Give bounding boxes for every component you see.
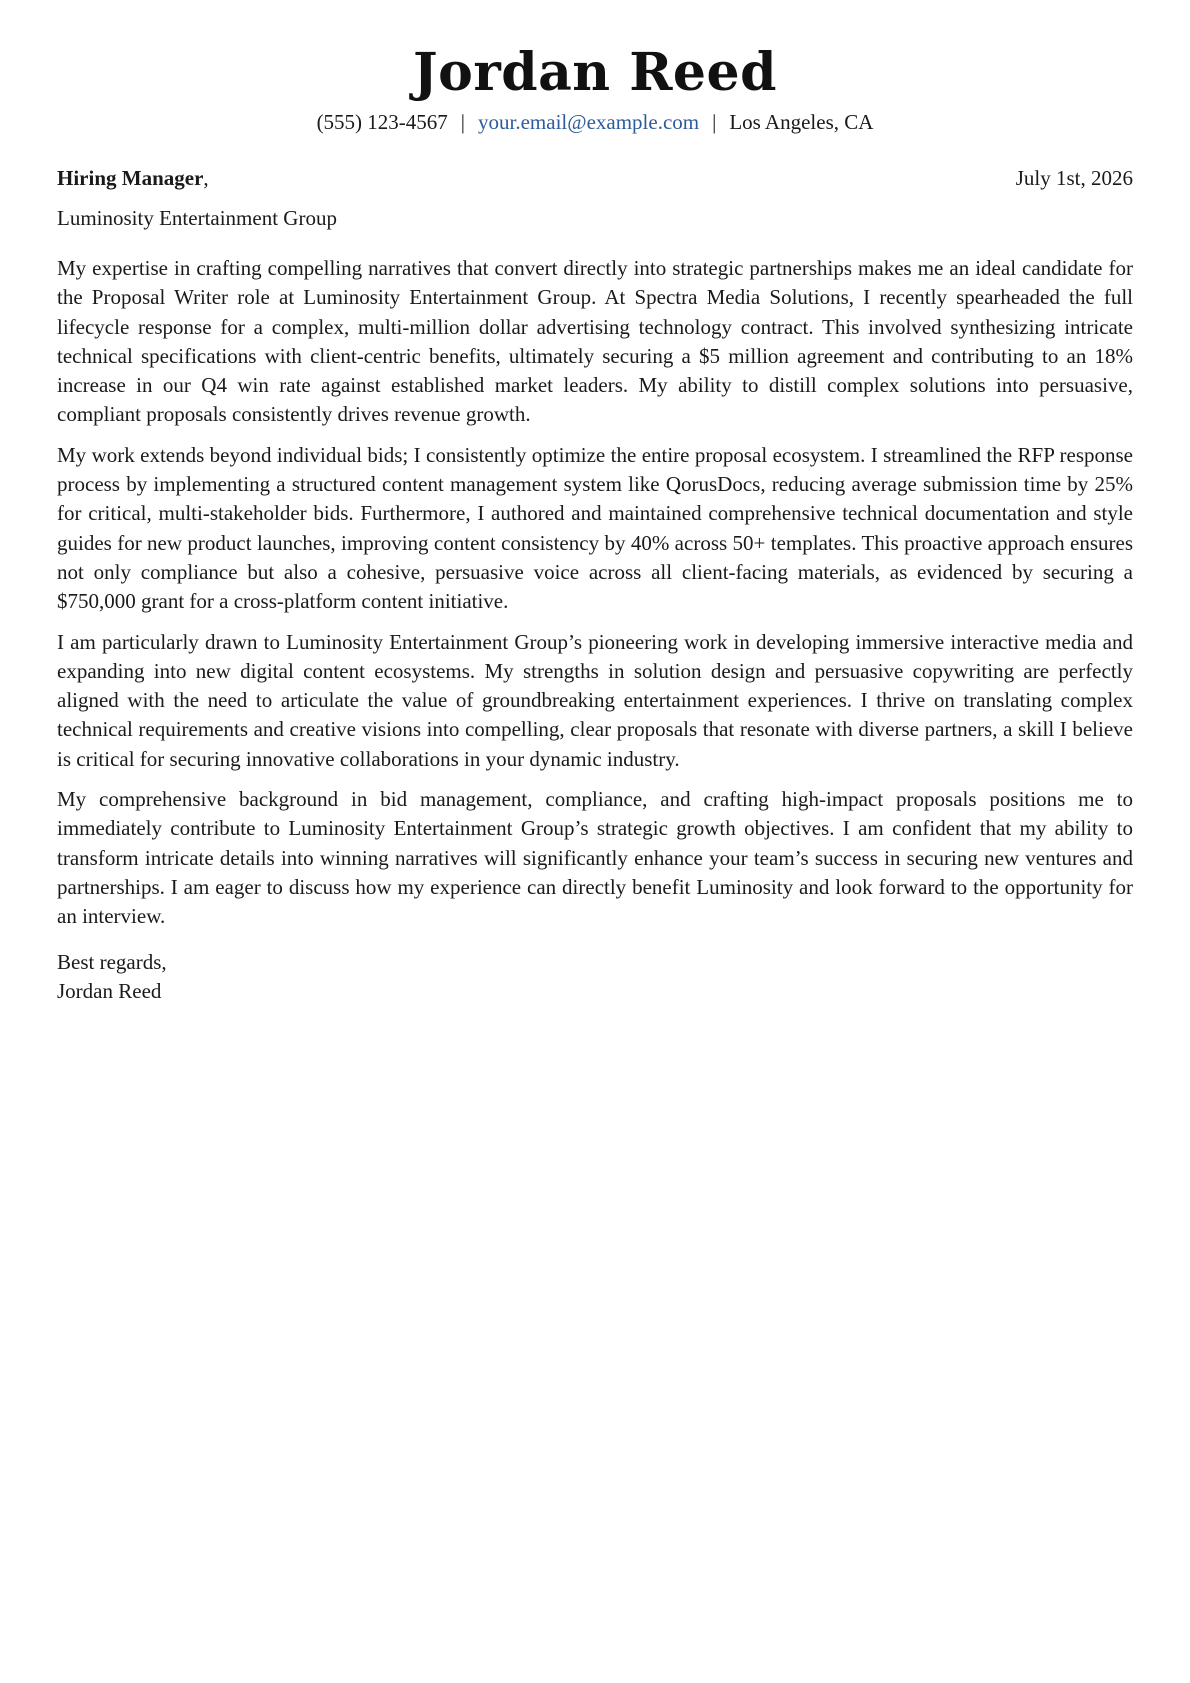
body-paragraph: My work extends beyond individual bids; I consistently optimize the entire proposal ecosystem. I streamlined the RFP response process by implementing a structured content management system like QorusDocs, reducing average submission time by 25% for critical, multi-stakeholder bids. Furthermore, I authored and maintained comprehensive technical documentation and style guides for new product launches, improving content consistency by 40% across 50+ templates. This proactive approach ensures not only compliance but also a cohesive, persuasive voice across all client-facing materials, as evidenced by securing a $750,000 grant for a cross-platform content initiative. — [57, 442, 1133, 614]
phone-number: (555) 123-4567 — [316, 110, 448, 134]
recipient-name: Hiring Manager — [57, 166, 204, 190]
location: Los Angeles, CA — [729, 110, 874, 134]
letter-body — [57, 254, 1133, 932]
contact-separator: | — [712, 110, 717, 134]
letter-closing — [57, 948, 1133, 1007]
recipient-line — [57, 164, 209, 192]
letter-header-row — [57, 164, 1133, 192]
signature-name: Jordan Reed — [57, 978, 162, 1003]
contact-line — [57, 108, 1133, 136]
letter-date: July 1st, 2026 — [1015, 166, 1133, 190]
body-paragraph: My comprehensive background in bid management, compliance, and crafting high-impact proposals positions me to immediately contribute to Luminosity Entertainment Group’s strategic growth objectives. I am confident that my ability to transform intricate details into winning narratives will significantly enhance your team’s success in securing new ventures and partnerships. I am eager to discuss how my experience can directly benefit Luminosity and look forward to the opportunity for an interview. — [57, 787, 1133, 929]
body-paragraph: I am particularly drawn to Luminosity Entertainment Group’s pioneering work in developing immersive interactive media and expanding into new digital content ecosystems. My strengths in solution design and persuasive copywriting are perfectly aligned with the need to articulate the value of groundbreaking entertainment experiences. I thrive on translating complex technical requirements and creative visions into compelling, clear proposals that resonate with diverse partners, a skill I believe is critical for securing innovative collaborations in your dynamic industry. — [57, 629, 1133, 771]
body-paragraph: My expertise in crafting compelling narratives that convert directly into strategic partnerships makes me an ideal candidate for the Proposal Writer role at Luminosity Entertainment Group. At Spectra Media Solutions, I recently spearheaded the full lifecycle response for a complex, multi-million dollar advertising technology contract. This involved synthesizing intricate technical specifications with client-centric benefits, ultimately securing a $5 million agreement and contributing to an 18% increase in our Q4 win rate against established market leaders. My ability to distill complex solutions into persuasive, compliant proposals consistently drives revenue growth. — [57, 256, 1133, 427]
email-link[interactable]: your.email@example.com — [478, 110, 700, 134]
contact-separator: | — [460, 110, 466, 134]
applicant-name: Jordan Reed — [413, 42, 777, 103]
recipient-suffix: , — [203, 166, 209, 190]
company-name: Luminosity Entertainment Group — [57, 206, 337, 230]
closing-phrase: Best regards, — [57, 949, 167, 974]
